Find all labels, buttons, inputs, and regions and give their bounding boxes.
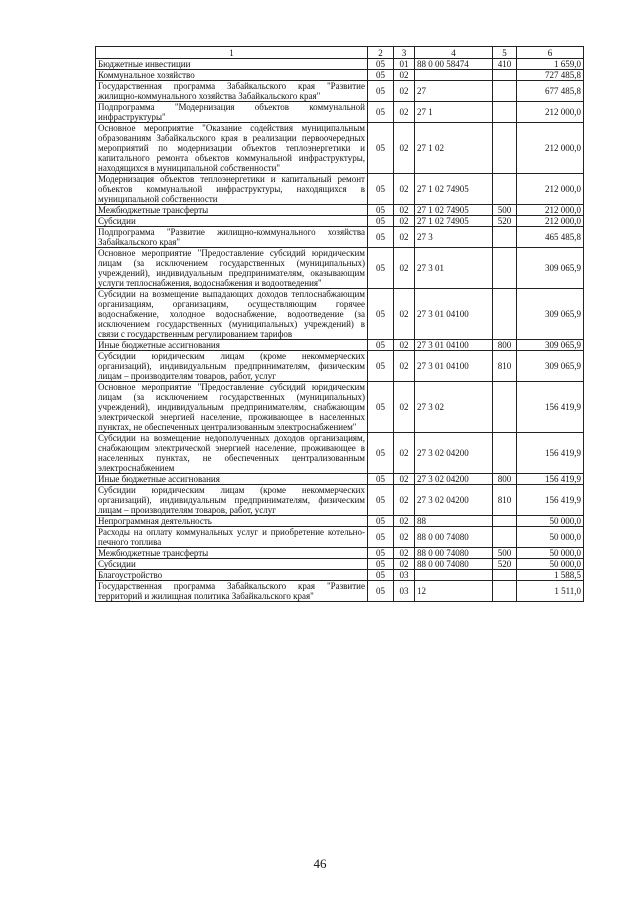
row-amount: 50 000,0: [517, 516, 584, 527]
row-target-code: 27 3 02 04200: [415, 433, 493, 474]
row-target-code: 12: [415, 581, 493, 602]
row-amount: 727 485,8: [517, 70, 584, 81]
row-name: Субсидии на возмещение недополученных доходов организациям, снабжающим электрической энергией население, проживающее в населенных пунктах, не обеспеченных централизованным электроснабжением: [96, 433, 368, 474]
row-name: Государственная программа Забайкальского края "Развитие территорий и жилищная политика Забайкальского края": [96, 581, 368, 602]
row-subsection: 02: [394, 474, 415, 485]
row-section: 05: [368, 474, 394, 485]
row-expense-type: [493, 570, 517, 581]
row-target-code: 27 1 02 74905: [415, 205, 493, 216]
row-expense-type: [493, 527, 517, 548]
row-name: Основное мероприятие "Оказание содействия муниципальным образованиям Забайкальского края в реализации первоочередных мероприятий по модернизации объектов теплоэнергетики и капитального ремонта объектов коммунальной инфраструктуры, находящихся в муниципальной собственности": [96, 123, 368, 174]
row-expense-type: 500: [493, 548, 517, 559]
column-header-3: 3: [394, 47, 415, 59]
row-target-code: 27 3 02: [415, 382, 493, 433]
budget-table: [95, 46, 584, 602]
table-row: [96, 102, 584, 123]
table-row: [96, 340, 584, 351]
row-subsection: 02: [394, 248, 415, 289]
column-header-4: 4: [415, 47, 493, 59]
row-name: Расходы на оплату коммунальных услуг и приобретение котельно-печного топлива: [96, 527, 368, 548]
row-amount: 309 065,9: [517, 248, 584, 289]
row-section: 05: [368, 433, 394, 474]
row-amount: 212 000,0: [517, 216, 584, 227]
row-amount: 309 065,9: [517, 340, 584, 351]
row-expense-type: [493, 382, 517, 433]
row-amount: 1 511,0: [517, 581, 584, 602]
row-expense-type: 800: [493, 340, 517, 351]
row-name: Межбюджетные трансферты: [96, 205, 368, 216]
table-row: [96, 382, 584, 433]
row-amount: 156 419,9: [517, 474, 584, 485]
row-section: 05: [368, 59, 394, 70]
row-amount: 309 065,9: [517, 351, 584, 382]
column-header-5: 5: [493, 47, 517, 59]
row-section: 05: [368, 570, 394, 581]
row-section: 05: [368, 174, 394, 205]
row-target-code: 27 3 02 04200: [415, 474, 493, 485]
row-name: Иные бюджетные ассигнования: [96, 474, 368, 485]
row-target-code: 88 0 00 74080: [415, 559, 493, 570]
row-amount: 309 065,9: [517, 289, 584, 340]
row-amount: 50 000,0: [517, 559, 584, 570]
row-name: Подпрограмма "Модернизация объектов коммунальной инфраструктуры": [96, 102, 368, 123]
row-expense-type: [493, 227, 517, 248]
header-row: [96, 47, 584, 59]
row-target-code: 27 3 01 04100: [415, 289, 493, 340]
table-row: [96, 433, 584, 474]
row-amount: 156 419,9: [517, 382, 584, 433]
table-row: [96, 570, 584, 581]
row-subsection: 02: [394, 216, 415, 227]
row-subsection: 02: [394, 382, 415, 433]
row-subsection: 02: [394, 81, 415, 102]
row-amount: 1 588,5: [517, 570, 584, 581]
row-section: 05: [368, 351, 394, 382]
row-amount: 156 419,9: [517, 485, 584, 516]
row-section: 05: [368, 123, 394, 174]
row-target-code: 88 0 00 74080: [415, 548, 493, 559]
row-section: 05: [368, 382, 394, 433]
table-row: [96, 289, 584, 340]
row-subsection: 03: [394, 570, 415, 581]
table-row: [96, 81, 584, 102]
page-number: 46: [313, 856, 327, 871]
row-section: 05: [368, 248, 394, 289]
row-section: 05: [368, 289, 394, 340]
row-subsection: 02: [394, 102, 415, 123]
table-row: [96, 59, 584, 70]
row-expense-type: 810: [493, 485, 517, 516]
row-target-code: [415, 570, 493, 581]
table-row: [96, 474, 584, 485]
row-subsection: 02: [394, 70, 415, 81]
row-amount: 465 485,8: [517, 227, 584, 248]
row-target-code: 27: [415, 81, 493, 102]
row-expense-type: 410: [493, 59, 517, 70]
table-row: [96, 351, 584, 382]
row-section: 05: [368, 548, 394, 559]
row-target-code: 88 0 00 58474: [415, 59, 493, 70]
row-expense-type: 810: [493, 351, 517, 382]
row-amount: 212 000,0: [517, 205, 584, 216]
table-row: [96, 205, 584, 216]
row-target-code: 27 1 02 74905: [415, 174, 493, 205]
column-header-1: 1: [96, 47, 368, 59]
row-target-code: 27 3 01 04100: [415, 340, 493, 351]
row-name: Государственная программа Забайкальского края "Развитие жилищно-коммунального хозяйства Забайкальского края": [96, 81, 368, 102]
table-row: [96, 581, 584, 602]
row-name: Бюджетные инвестиции: [96, 59, 368, 70]
row-section: 05: [368, 81, 394, 102]
row-section: 05: [368, 70, 394, 81]
row-name: Основное мероприятие "Предоставление субсидий юридическим лицам (за исключением государственных (муниципальных) учреждений), индивидуальным предпринимателям, снабжающим электрической энергией население, проживающее в населенных пунктах, не обеспеченных централизованным электроснабжением": [96, 382, 368, 433]
row-target-code: 27 1 02: [415, 123, 493, 174]
row-subsection: 03: [394, 581, 415, 602]
row-section: 05: [368, 102, 394, 123]
row-expense-type: [493, 174, 517, 205]
row-target-code: 27 3: [415, 227, 493, 248]
row-subsection: 02: [394, 548, 415, 559]
row-amount: 212 000,0: [517, 102, 584, 123]
row-name: Межбюджетные трансферты: [96, 548, 368, 559]
row-target-code: 27 3 01 04100: [415, 351, 493, 382]
row-target-code: [415, 70, 493, 81]
row-subsection: 02: [394, 351, 415, 382]
row-name: Иные бюджетные ассигнования: [96, 340, 368, 351]
table-row: [96, 248, 584, 289]
row-amount: 212 000,0: [517, 123, 584, 174]
row-target-code: 27 3 02 04200: [415, 485, 493, 516]
row-name: Субсидии юридическим лицам (кроме некоммерческих организаций), индивидуальным предпринимателям, физическим лицам – производителям товаров, работ, услуг: [96, 485, 368, 516]
row-section: 05: [368, 216, 394, 227]
row-expense-type: [493, 123, 517, 174]
table-row: [96, 559, 584, 570]
table-row: [96, 70, 584, 81]
row-name: Субсидии на возмещение выпадающих доходов теплоснабжающим организациям, организациям, осуществляющим горячее водоснабжение, холодное водоснабжение, водоотведение (за исключением государственных (муниципальных) учреждений) в связи с государственным регулированием тарифов: [96, 289, 368, 340]
row-expense-type: 520: [493, 216, 517, 227]
row-target-code: 27 3 01: [415, 248, 493, 289]
table-row: [96, 123, 584, 174]
row-amount: 50 000,0: [517, 548, 584, 559]
column-header-6: 6: [517, 47, 584, 59]
row-amount: 212 000,0: [517, 174, 584, 205]
row-subsection: 02: [394, 227, 415, 248]
row-subsection: 02: [394, 174, 415, 205]
row-amount: 1 659,0: [517, 59, 584, 70]
table-row: [96, 548, 584, 559]
row-expense-type: [493, 289, 517, 340]
row-subsection: 02: [394, 516, 415, 527]
row-expense-type: [493, 516, 517, 527]
row-section: 05: [368, 205, 394, 216]
row-expense-type: [493, 433, 517, 474]
row-amount: 50 000,0: [517, 527, 584, 548]
row-amount: 156 419,9: [517, 433, 584, 474]
row-subsection: 02: [394, 527, 415, 548]
row-section: 05: [368, 516, 394, 527]
row-target-code: 88: [415, 516, 493, 527]
row-name: Субсидии: [96, 559, 368, 570]
row-subsection: 01: [394, 59, 415, 70]
row-name: Субсидии юридическим лицам (кроме некоммерческих организаций), индивидуальным предпринимателям, физическим лицам – производителям товаров, работ, услуг: [96, 351, 368, 382]
column-header-2: 2: [368, 47, 394, 59]
row-subsection: 02: [394, 205, 415, 216]
table-row: [96, 527, 584, 548]
row-expense-type: 800: [493, 474, 517, 485]
row-section: 05: [368, 340, 394, 351]
row-expense-type: [493, 248, 517, 289]
row-section: 05: [368, 559, 394, 570]
row-expense-type: 520: [493, 559, 517, 570]
row-name: Коммунальное хозяйство: [96, 70, 368, 81]
row-section: 05: [368, 227, 394, 248]
row-name: Подпрограмма "Развитие жилищно-коммунального хозяйства Забайкальского края": [96, 227, 368, 248]
row-name: Благоустройство: [96, 570, 368, 581]
row-expense-type: [493, 581, 517, 602]
row-expense-type: [493, 70, 517, 81]
table-row: [96, 516, 584, 527]
row-name: Модернизация объектов теплоэнергетики и капитальный ремонт объектов коммунальной инфраструктуры, находящихся в муниципальной собственности: [96, 174, 368, 205]
row-section: 05: [368, 485, 394, 516]
row-subsection: 02: [394, 485, 415, 516]
row-section: 05: [368, 527, 394, 548]
table-row: [96, 485, 584, 516]
row-expense-type: [493, 102, 517, 123]
row-subsection: 02: [394, 559, 415, 570]
row-amount: 677 485,8: [517, 81, 584, 102]
table-row: [96, 216, 584, 227]
row-target-code: 88 0 00 74080: [415, 527, 493, 548]
row-target-code: 27 1 02 74905: [415, 216, 493, 227]
row-name: Непрограммная деятельность: [96, 516, 368, 527]
row-subsection: 02: [394, 433, 415, 474]
row-subsection: 02: [394, 340, 415, 351]
table-row: [96, 174, 584, 205]
row-section: 05: [368, 581, 394, 602]
row-target-code: 27 1: [415, 102, 493, 123]
row-expense-type: [493, 81, 517, 102]
table-row: [96, 227, 584, 248]
row-name: Субсидии: [96, 216, 368, 227]
table-body: [96, 47, 584, 602]
row-subsection: 02: [394, 123, 415, 174]
row-expense-type: 500: [493, 205, 517, 216]
row-subsection: 02: [394, 289, 415, 340]
row-name: Основное мероприятие "Предоставление субсидий юридическим лицам (за исключением государственных (муниципальных) учреждений), индивидуальным предпринимателям, оказывающим услуги теплоснабжения, водоснабжения и водоотведения": [96, 248, 368, 289]
